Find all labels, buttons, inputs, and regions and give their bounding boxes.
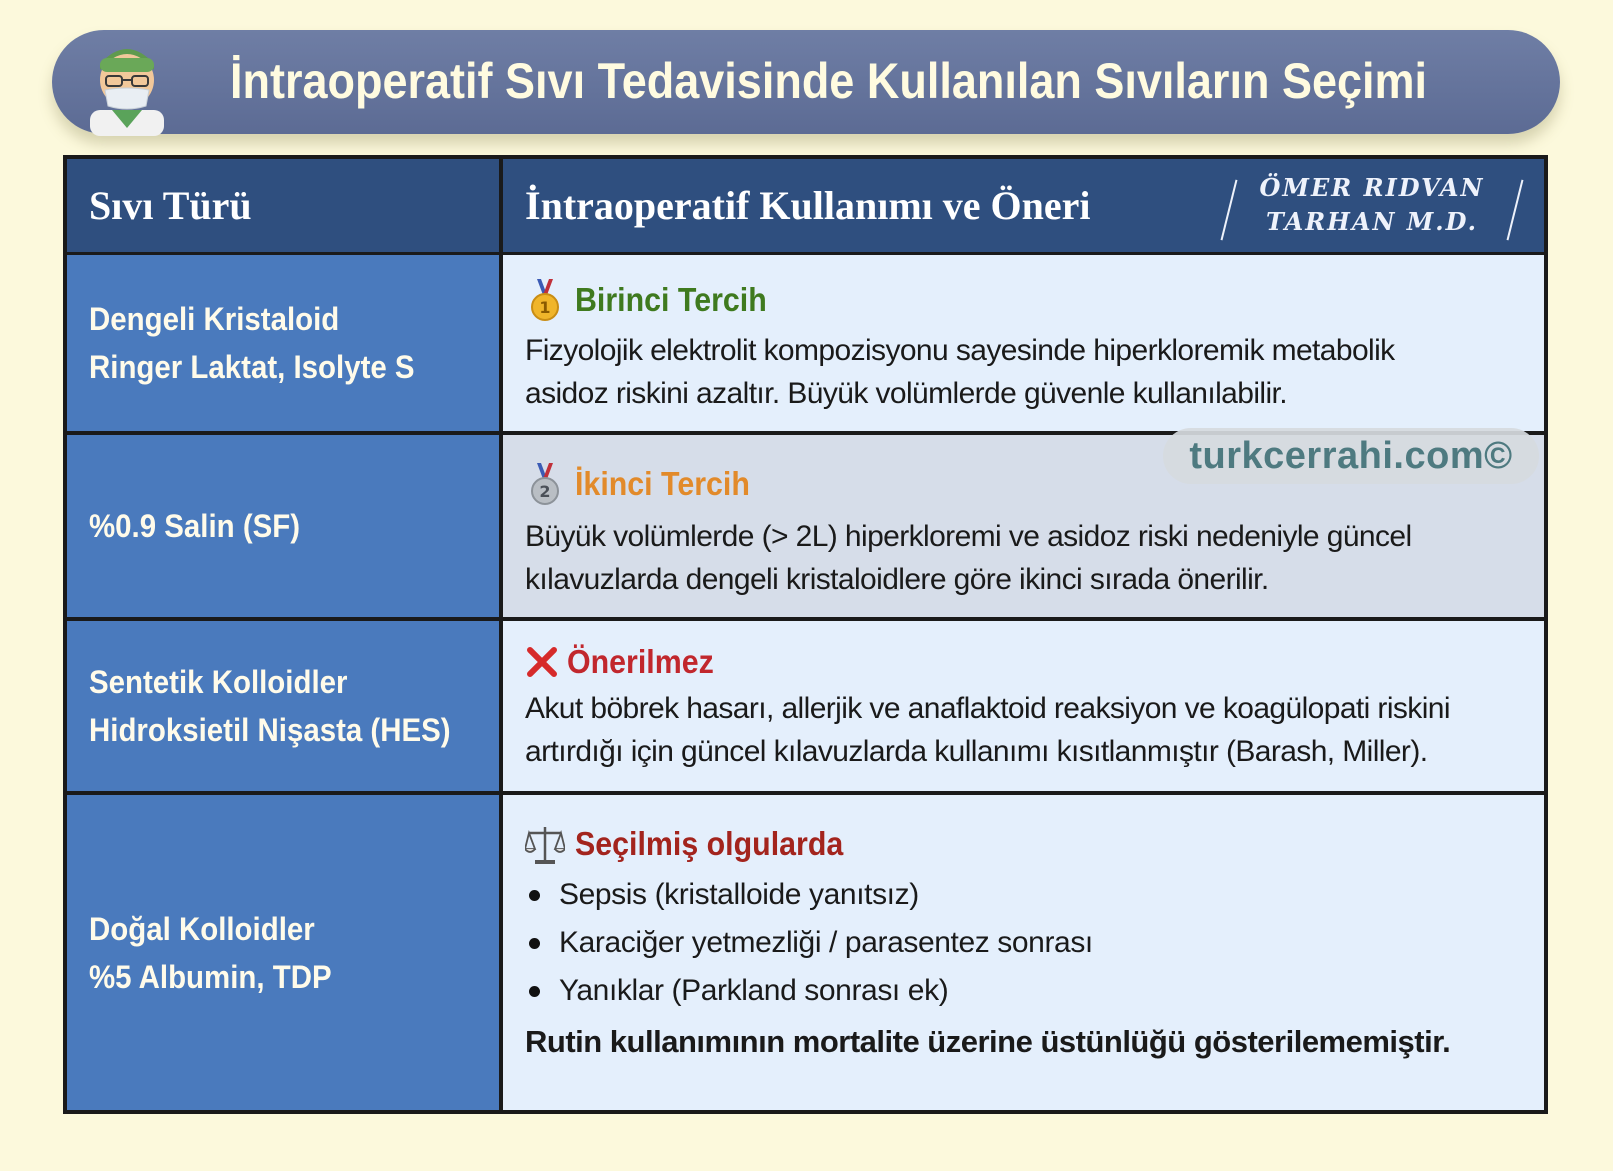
fluid-name: Sentetik Kolloidler bbox=[89, 664, 348, 700]
author-signature bbox=[1222, 171, 1522, 245]
usage-cell-balanced-crystalloid bbox=[503, 255, 1544, 431]
usage-cell-synthetic-colloid bbox=[503, 621, 1544, 791]
fluid-name: %0.9 Salin (SF) bbox=[89, 508, 301, 544]
usage-cell-natural-colloid bbox=[503, 795, 1544, 1110]
header-usage bbox=[503, 159, 1544, 252]
recommendation-label: Seçilmiş olgularda bbox=[575, 825, 844, 862]
usage-text-line-1: Fizyolojik elektrolit kompozisyonu sayesinde hiperkloremik metabolik bbox=[525, 334, 1395, 367]
doctor-avatar-icon bbox=[72, 36, 182, 136]
list-item: Sepsis (kristalloide yanıtsız) bbox=[525, 871, 1524, 919]
watermark: turkcerrahi.com© bbox=[1163, 428, 1539, 484]
page-title: İntraoperatif Sıvı Tedavisinde Kullanılan Sıvıların Seçimi bbox=[230, 53, 1428, 109]
header-fluid-type: Sıvı Türü bbox=[67, 159, 499, 252]
fluid-examples: Hidroksietil Nişasta (HES) bbox=[89, 712, 451, 748]
fluid-name: Doğal Kolloidler bbox=[89, 910, 315, 947]
list-item: Yanıklar (Parkland sonrası ek) bbox=[525, 967, 1524, 1015]
recommendation-label: Birinci Tercih bbox=[575, 281, 767, 318]
signature-line-2: TARHAN M.D. bbox=[1266, 207, 1478, 236]
recommendation-label: Önerilmez bbox=[567, 643, 714, 680]
svg-text:2: 2 bbox=[539, 482, 551, 501]
signature-line-1: ÖMER RIDVAN bbox=[1259, 173, 1485, 202]
silver-medal-2-icon bbox=[525, 461, 565, 507]
recommendation-label: İkinci Tercih bbox=[575, 465, 750, 502]
header-usage-label: İntraoperatif Kullanımı ve Öneri bbox=[525, 183, 1091, 228]
usage-text-line-1: Akut böbrek hasarı, allerjik ve anaflaktoid reaksiyon ve koagülopati riskini bbox=[525, 692, 1450, 725]
fluid-cell-balanced-crystalloid bbox=[67, 255, 499, 431]
fluid-examples: %5 Albumin, TDP bbox=[89, 958, 332, 995]
fluid-examples: Ringer Laktat, Isolyte S bbox=[89, 349, 415, 385]
fluid-cell-saline bbox=[67, 435, 499, 617]
usage-text-line-2: artırdığı için güncel kılavuzlarda kullanımı kısıtlanmıştır (Barash, Miller). bbox=[525, 735, 1428, 768]
svg-text:1: 1 bbox=[539, 298, 551, 317]
fluid-cell-synthetic-colloid bbox=[67, 621, 499, 791]
gold-medal-1-icon bbox=[525, 277, 565, 323]
list-item: Karaciğer yetmezliği / parasentez sonrası bbox=[525, 919, 1524, 967]
indication-list bbox=[525, 871, 1524, 1015]
fluid-cell-natural-colloid bbox=[67, 795, 499, 1110]
usage-text-line-1: Büyük volümlerde (> 2L) hiperkloremi ve asidoz riski nedeniyle güncel bbox=[525, 520, 1412, 553]
fluid-name: Dengeli Kristaloid bbox=[89, 301, 340, 337]
red-cross-mark-icon bbox=[525, 639, 559, 685]
summary-note: Rutin kullanımının mortalite üzerine üstünlüğü gösterilememiştir. bbox=[525, 1024, 1451, 1059]
usage-text-line-2: asidoz riskini azaltır. Büyük volümlerde güvenle kullanılabilir. bbox=[525, 377, 1287, 410]
usage-text-line-2: kılavuzlarda dengeli kristaloidlere göre ikinci sırada önerilir. bbox=[525, 563, 1269, 596]
fluid-table bbox=[63, 155, 1548, 1114]
balance-scale-icon bbox=[525, 821, 565, 867]
